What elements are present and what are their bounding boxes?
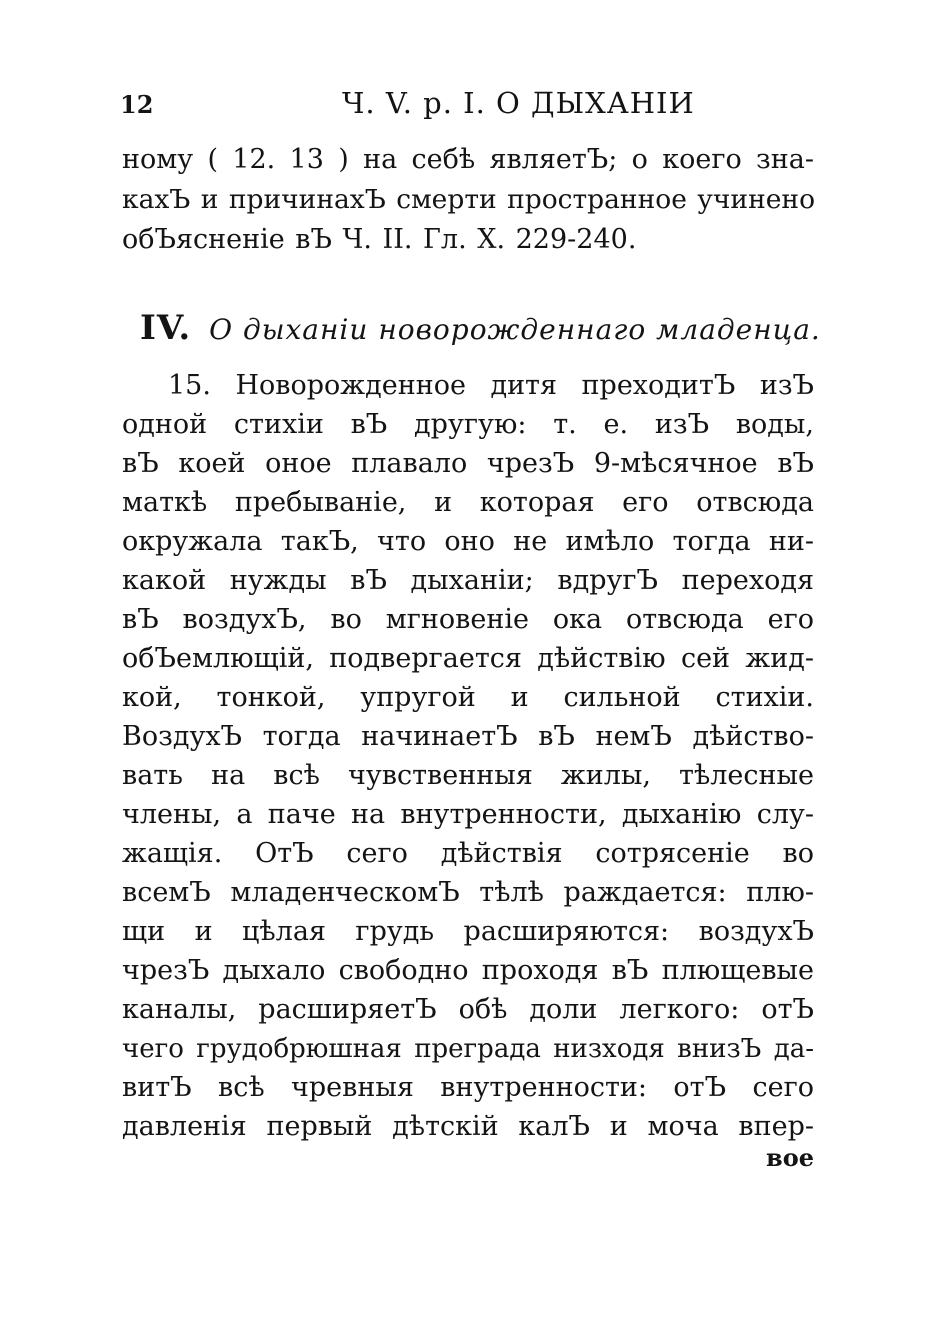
text-line: ВоздухЪ тогда начинаетЪ вЪ немЪ дѣйство- [122,721,814,752]
text-line: маткѣ пребыванiе, и которая его отвсюда [122,487,814,518]
text-line: каналы, расширяетЪ обѣ доли легкого: отЪ [122,994,814,1025]
text-line: вЪ коей оное плавало чрезЪ 9-мѣсячное вЪ [122,448,814,479]
section-heading [140,306,820,350]
section-numeral: IV. [140,308,192,348]
text-line: одной стихiи вЪ другую: т. е. изЪ воды, [122,409,814,440]
section-title: О дыханiи новорожденнаго младенца. [209,313,821,346]
text-line: щи и цѣлая грудь расширяются: воздухЪ [122,916,814,947]
text-line: обЪясненiе вЪ Ч. II. Гл. X. 229-240. [122,224,637,255]
text-line: обЪемлющiй, подвергается дѣйствiю сей жид- [122,643,814,674]
text-line: всемЪ младенческомЪ тѣлѣ раждается: плю- [122,877,814,908]
text-line: какой нужды вЪ дыханiи; вдругЪ переходя [122,565,814,596]
text-line: окружала такЪ, что оно не имѣло тогда ни- [122,526,814,557]
text-line: вЪ воздухЪ, во мгновенiе ока отвсюда его [122,604,814,635]
text-line: члены, а паче на внутренности, дыханiю слу- [122,799,814,830]
page-number: 12 [120,90,154,119]
text-line: кахЪ и причинахЪ смерти пространное учинено [122,184,816,215]
running-head: Ч. V. р. I. О ДЫХАНIИ [342,86,695,120]
page-header [120,86,820,126]
text-line: чего грудобрюшная преграда низходя внизЪ да- [122,1034,814,1064]
text-line: давленiя первый дѣтскiй калЪ и моча впер- [122,1111,814,1142]
text-line: вать на всѣ чувственныя жилы, тѣлесные [122,760,814,791]
text-line: 15. Новорожденное дитя преходитЪ изЪ [168,370,814,401]
text-line: жащiя. ОтЪ сего дѣйствiя сотрясенiе во [122,838,814,869]
text-line: витЪ всѣ чревныя внутренности: отЪ сего [122,1072,814,1103]
text-line: ному ( 12. 13 ) на себѣ являетЪ; о коего зна- [122,144,814,175]
text-line: чрезЪ дыхало свободно проходя вЪ плющевые [122,955,814,986]
catchword: вое [766,1143,814,1172]
text-line: кой, тонкой, упругой и сильной стихiи. [122,682,814,713]
